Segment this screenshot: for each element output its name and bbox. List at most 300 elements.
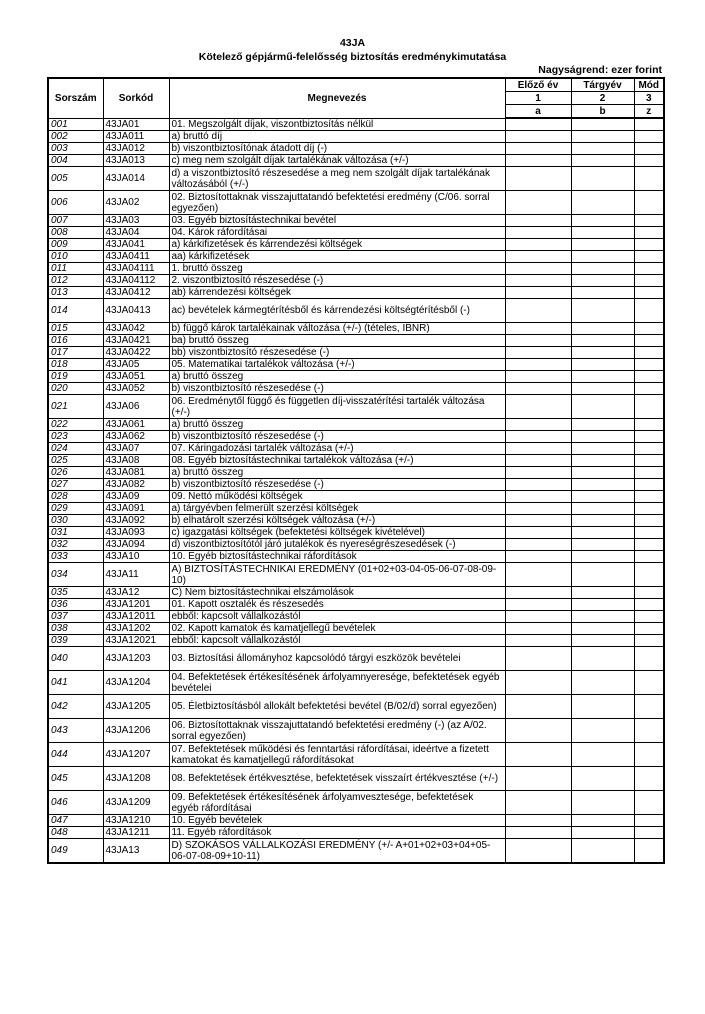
row-targyev-value[interactable]: [571, 299, 634, 323]
row-sorszam: 011: [48, 263, 103, 275]
row-targyev-value[interactable]: [571, 347, 634, 359]
row-targyev-value[interactable]: [571, 539, 634, 551]
row-sorkod: 43JA1209: [103, 791, 169, 815]
row-elozo-ev-value[interactable]: [505, 719, 571, 743]
row-sorszam: 013: [48, 287, 103, 299]
row-mod-value[interactable]: [634, 335, 664, 347]
row-targyev-value[interactable]: [571, 635, 634, 647]
row-sorkod: 43JA091: [103, 503, 169, 515]
row-mod-value[interactable]: [634, 118, 664, 131]
row-sorszam: 003: [48, 143, 103, 155]
row-elozo-ev-value[interactable]: [505, 155, 571, 167]
row-megnevezes: ab) kárrendezési költségek: [169, 287, 505, 299]
row-elozo-ev-value[interactable]: [505, 215, 571, 227]
table-row: [48, 767, 664, 791]
row-mod-value[interactable]: [634, 695, 664, 719]
table-row: [48, 467, 664, 479]
row-targyev-value[interactable]: [571, 263, 634, 275]
row-mod-value[interactable]: [634, 527, 664, 539]
row-elozo-ev-value[interactable]: [505, 335, 571, 347]
row-sorszam: 039: [48, 635, 103, 647]
row-targyev-value[interactable]: [571, 395, 634, 419]
row-sorkod: 43JA0412: [103, 287, 169, 299]
row-sorszam: 019: [48, 371, 103, 383]
row-sorkod: 43JA1208: [103, 767, 169, 791]
row-targyev-value[interactable]: [571, 623, 634, 635]
table-row: [48, 815, 664, 827]
row-megnevezes: 01. Megszolgált díjak, viszontbiztosítás nélkül: [169, 118, 505, 131]
row-sorszam: 010: [48, 251, 103, 263]
row-targyev-value[interactable]: [571, 335, 634, 347]
row-mod-value[interactable]: [634, 239, 664, 251]
row-elozo-ev-value[interactable]: [505, 815, 571, 827]
row-mod-value[interactable]: [634, 443, 664, 455]
col-num-3: 3: [634, 92, 664, 105]
row-sorszam: 022: [48, 419, 103, 431]
row-sorkod: 43JA041: [103, 239, 169, 251]
row-elozo-ev-value[interactable]: [505, 551, 571, 563]
table-row: [48, 503, 664, 515]
row-elozo-ev-value[interactable]: [505, 515, 571, 527]
table-row: [48, 491, 664, 503]
row-sorszam: 032: [48, 539, 103, 551]
row-sorkod: 43JA1207: [103, 743, 169, 767]
row-sorkod: 43JA1202: [103, 623, 169, 635]
table-row: [48, 131, 664, 143]
row-mod-value[interactable]: [634, 251, 664, 263]
row-sorkod: 43JA1204: [103, 671, 169, 695]
row-megnevezes: bb) viszontbiztosító részesedése (-): [169, 347, 505, 359]
col-sorkod: Sorkód: [103, 78, 169, 118]
row-mod-value[interactable]: [634, 419, 664, 431]
table-row: [48, 359, 664, 371]
row-megnevezes: 07. Káringadozási tartalék változása (+/-): [169, 443, 505, 455]
row-megnevezes: 06. Biztosítottaknak visszajuttatandó befektetési eredmény (-) (az A/02. sorral egyezően): [169, 719, 505, 743]
table-row: [48, 551, 664, 563]
row-sorkod: 43JA01: [103, 118, 169, 131]
col-num-1: 1: [505, 92, 571, 105]
row-mod-value[interactable]: [634, 359, 664, 371]
row-elozo-ev-value[interactable]: [505, 118, 571, 131]
row-mod-value[interactable]: [634, 299, 664, 323]
row-mod-value[interactable]: [634, 479, 664, 491]
row-targyev-value[interactable]: [571, 827, 634, 839]
table-body: [48, 118, 664, 863]
row-megnevezes: b) függő károk tartalékainak változása (+/-) (tételes, IBNR): [169, 323, 505, 335]
row-elozo-ev-value[interactable]: [505, 323, 571, 335]
row-sorkod: 43JA082: [103, 479, 169, 491]
row-sorkod: 43JA012: [103, 143, 169, 155]
row-targyev-value[interactable]: [571, 767, 634, 791]
row-mod-value[interactable]: [634, 395, 664, 419]
table-row: [48, 443, 664, 455]
row-elozo-ev-value[interactable]: [505, 839, 571, 864]
row-mod-value[interactable]: [634, 827, 664, 839]
row-sorszam: 030: [48, 515, 103, 527]
row-sorkod: 43JA08: [103, 455, 169, 467]
row-sorszam: 036: [48, 599, 103, 611]
row-targyev-value[interactable]: [571, 371, 634, 383]
row-sorkod: 43JA0413: [103, 299, 169, 323]
row-targyev-value[interactable]: [571, 455, 634, 467]
row-targyev-value[interactable]: [571, 227, 634, 239]
col-sorszam: Sorszám: [48, 78, 103, 118]
row-sorszam: 001: [48, 118, 103, 131]
row-sorkod: 43JA1210: [103, 815, 169, 827]
row-mod-value[interactable]: [634, 563, 664, 587]
row-targyev-value[interactable]: [571, 275, 634, 287]
row-elozo-ev-value[interactable]: [505, 431, 571, 443]
row-megnevezes: 09. Befektetések értékesítésének árfolyamvesztesége, befektetések egyéb ráfordításai: [169, 791, 505, 815]
row-sorkod: 43JA013: [103, 155, 169, 167]
row-elozo-ev-value[interactable]: [505, 251, 571, 263]
table-row: [48, 647, 664, 671]
row-mod-value[interactable]: [634, 515, 664, 527]
row-sorszam: 034: [48, 563, 103, 587]
row-elozo-ev-value[interactable]: [505, 671, 571, 695]
row-megnevezes: a) bruttó összeg: [169, 467, 505, 479]
row-mod-value[interactable]: [634, 491, 664, 503]
row-targyev-value[interactable]: [571, 443, 634, 455]
row-sorkod: 43JA10: [103, 551, 169, 563]
row-sorkod: 43JA09: [103, 491, 169, 503]
row-targyev-value[interactable]: [571, 215, 634, 227]
row-mod-value[interactable]: [634, 815, 664, 827]
row-mod-value[interactable]: [634, 143, 664, 155]
row-mod-value[interactable]: [634, 839, 664, 864]
row-sorszam: 006: [48, 191, 103, 215]
col-megnevezes: Megnevezés: [169, 78, 505, 118]
row-elozo-ev-value[interactable]: [505, 275, 571, 287]
row-targyev-value[interactable]: [571, 647, 634, 671]
row-megnevezes: 09. Nettó működési költségek: [169, 491, 505, 503]
row-elozo-ev-value[interactable]: [505, 491, 571, 503]
table-row: [48, 167, 664, 191]
row-mod-value[interactable]: [634, 227, 664, 239]
row-targyev-value[interactable]: [571, 563, 634, 587]
row-mod-value[interactable]: [634, 791, 664, 815]
row-elozo-ev-value[interactable]: [505, 827, 571, 839]
row-targyev-value[interactable]: [571, 323, 634, 335]
row-megnevezes: D) SZOKÁSOS VÁLLALKOZÁSI EREDMÉNY (+/- A+01+02+03+04+05-06-07-08-09+10-11): [169, 839, 505, 864]
row-sorkod: 43JA0421: [103, 335, 169, 347]
row-targyev-value[interactable]: [571, 491, 634, 503]
row-sorkod: 43JA042: [103, 323, 169, 335]
row-megnevezes: ebből: kapcsolt vállalkozástól: [169, 611, 505, 623]
row-mod-value[interactable]: [634, 599, 664, 611]
row-sorkod: 43JA1201: [103, 599, 169, 611]
row-targyev-value[interactable]: [571, 467, 634, 479]
row-sorkod: 43JA12: [103, 587, 169, 599]
row-elozo-ev-value[interactable]: [505, 443, 571, 455]
row-targyev-value[interactable]: [571, 167, 634, 191]
row-megnevezes: ac) bevételek kármegtérítésből és kárrendezési költségtérítésből (-): [169, 299, 505, 323]
row-mod-value[interactable]: [634, 287, 664, 299]
row-elozo-ev-value[interactable]: [505, 479, 571, 491]
row-elozo-ev-value[interactable]: [505, 467, 571, 479]
row-targyev-value[interactable]: [571, 503, 634, 515]
row-elozo-ev-value[interactable]: [505, 539, 571, 551]
row-targyev-value[interactable]: [571, 599, 634, 611]
form-title: Kötelező gépjármű-felelősség biztosítás eredménykimutatása: [198, 51, 507, 63]
row-sorkod: 43JA02: [103, 191, 169, 215]
row-megnevezes: 11. Egyéb ráfordítások: [169, 827, 505, 839]
row-targyev-value[interactable]: [571, 587, 634, 599]
table-row: [48, 539, 664, 551]
row-sorszam: 014: [48, 299, 103, 323]
row-megnevezes: c) meg nem szolgált díjak tartalékának változása (+/-): [169, 155, 505, 167]
row-sorkod: 43JA1205: [103, 695, 169, 719]
row-elozo-ev-value[interactable]: [505, 623, 571, 635]
row-megnevezes: 05. Matematikai tartalékok változása (+/-): [169, 359, 505, 371]
row-elozo-ev-value[interactable]: [505, 419, 571, 431]
table-row: [48, 791, 664, 815]
row-targyev-value[interactable]: [571, 791, 634, 815]
row-targyev-value[interactable]: [571, 155, 634, 167]
row-targyev-value[interactable]: [571, 431, 634, 443]
row-sorszam: 042: [48, 695, 103, 719]
row-elozo-ev-value[interactable]: [505, 455, 571, 467]
table-row: [48, 827, 664, 839]
row-sorkod: 43JA12021: [103, 635, 169, 647]
row-targyev-value[interactable]: [571, 743, 634, 767]
row-mod-value[interactable]: [634, 671, 664, 695]
row-mod-value[interactable]: [634, 635, 664, 647]
row-sorszam: 021: [48, 395, 103, 419]
row-elozo-ev-value[interactable]: [505, 767, 571, 791]
row-elozo-ev-value[interactable]: [505, 287, 571, 299]
table-row: [48, 299, 664, 323]
row-mod-value[interactable]: [634, 347, 664, 359]
col-num-2: 2: [571, 92, 634, 105]
row-sorszam: 009: [48, 239, 103, 251]
row-mod-value[interactable]: [634, 767, 664, 791]
row-elozo-ev-value[interactable]: [505, 239, 571, 251]
row-elozo-ev-value[interactable]: [505, 143, 571, 155]
row-mod-value[interactable]: [634, 167, 664, 191]
row-elozo-ev-value[interactable]: [505, 347, 571, 359]
row-targyev-value[interactable]: [571, 719, 634, 743]
table-row: [48, 587, 664, 599]
row-megnevezes: 04. Befektetések értékesítésének árfolyamnyeresége, befektetések egyéb bevételei: [169, 671, 505, 695]
row-megnevezes: a) bruttó összeg: [169, 419, 505, 431]
row-megnevezes: a) bruttó díj: [169, 131, 505, 143]
row-megnevezes: b) viszontbiztosító részesedése (-): [169, 383, 505, 395]
row-targyev-value[interactable]: [571, 671, 634, 695]
row-mod-value[interactable]: [634, 719, 664, 743]
row-megnevezes: ba) bruttó összeg: [169, 335, 505, 347]
row-mod-value[interactable]: [634, 551, 664, 563]
row-megnevezes: 1. bruttó összeg: [169, 263, 505, 275]
row-mod-value[interactable]: [634, 131, 664, 143]
table-row: [48, 287, 664, 299]
row-megnevezes: a) bruttó összeg: [169, 371, 505, 383]
row-targyev-value[interactable]: [571, 527, 634, 539]
row-sorszam: 018: [48, 359, 103, 371]
row-targyev-value[interactable]: [571, 131, 634, 143]
table-row: [48, 839, 664, 864]
row-sorszam: 038: [48, 623, 103, 635]
row-targyev-value[interactable]: [571, 143, 634, 155]
row-elozo-ev-value[interactable]: [505, 263, 571, 275]
row-sorszam: 037: [48, 611, 103, 623]
row-megnevezes: C) Nem biztosítástechnikai elszámolások: [169, 587, 505, 599]
row-targyev-value[interactable]: [571, 359, 634, 371]
row-elozo-ev-value[interactable]: [505, 191, 571, 215]
row-sorszam: 004: [48, 155, 103, 167]
row-megnevezes: 10. Egyéb biztosítástechnikai ráfordítások: [169, 551, 505, 563]
row-elozo-ev-value[interactable]: [505, 383, 571, 395]
table-row: [48, 371, 664, 383]
row-mod-value[interactable]: [634, 323, 664, 335]
table-row: [48, 611, 664, 623]
row-mod-value[interactable]: [634, 539, 664, 551]
row-sorkod: 43JA1206: [103, 719, 169, 743]
row-targyev-value[interactable]: [571, 839, 634, 864]
table-row: [48, 118, 664, 131]
row-sorszam: 016: [48, 335, 103, 347]
row-mod-value[interactable]: [634, 263, 664, 275]
row-elozo-ev-value[interactable]: [505, 599, 571, 611]
row-sorkod: 43JA011: [103, 131, 169, 143]
row-megnevezes: 2. viszontbiztosító részesedése (-): [169, 275, 505, 287]
table-row: [48, 215, 664, 227]
row-sorkod: 43JA052: [103, 383, 169, 395]
table-row: [48, 563, 664, 587]
row-sorszam: 028: [48, 491, 103, 503]
table-row: [48, 155, 664, 167]
col-letter-a: a: [505, 105, 571, 119]
row-targyev-value[interactable]: [571, 287, 634, 299]
row-mod-value[interactable]: [634, 191, 664, 215]
row-sorszam: 027: [48, 479, 103, 491]
row-sorszam: 007: [48, 215, 103, 227]
row-mod-value[interactable]: [634, 611, 664, 623]
row-elozo-ev-value[interactable]: [505, 563, 571, 587]
row-sorkod: 43JA062: [103, 431, 169, 443]
row-sorkod: 43JA014: [103, 167, 169, 191]
row-elozo-ev-value[interactable]: [505, 527, 571, 539]
row-mod-value[interactable]: [634, 623, 664, 635]
row-mod-value[interactable]: [634, 275, 664, 287]
row-mod-value[interactable]: [634, 155, 664, 167]
row-mod-value[interactable]: [634, 431, 664, 443]
col-targyev: Tárgyév: [571, 78, 634, 92]
row-megnevezes: 10. Egyéb bevételek: [169, 815, 505, 827]
row-elozo-ev-value[interactable]: [505, 695, 571, 719]
row-elozo-ev-value[interactable]: [505, 359, 571, 371]
report-table: [47, 77, 665, 864]
row-elozo-ev-value[interactable]: [505, 227, 571, 239]
row-sorkod: 43JA1211: [103, 827, 169, 839]
form-code: 43JA: [339, 37, 366, 49]
row-sorszam: 044: [48, 743, 103, 767]
row-sorszam: 029: [48, 503, 103, 515]
row-targyev-value[interactable]: [571, 239, 634, 251]
row-sorkod: 43JA1203: [103, 647, 169, 671]
row-sorkod: 43JA081: [103, 467, 169, 479]
row-sorkod: 43JA04: [103, 227, 169, 239]
row-elozo-ev-value[interactable]: [505, 635, 571, 647]
row-mod-value[interactable]: [634, 503, 664, 515]
row-sorszam: 035: [48, 587, 103, 599]
row-elozo-ev-value[interactable]: [505, 791, 571, 815]
row-targyev-value[interactable]: [571, 551, 634, 563]
table-row: [48, 347, 664, 359]
row-mod-value[interactable]: [634, 587, 664, 599]
row-megnevezes: a) tárgyévben felmerült szerzési költségek: [169, 503, 505, 515]
row-sorkod: 43JA093: [103, 527, 169, 539]
row-megnevezes: 01. Kapott osztalék és részesedés: [169, 599, 505, 611]
row-elozo-ev-value[interactable]: [505, 647, 571, 671]
row-megnevezes: A) BIZTOSÍTÁSTECHNIKAI EREDMÉNY (01+02+03-04-05-06-07-08-09-10): [169, 563, 505, 587]
row-elozo-ev-value[interactable]: [505, 743, 571, 767]
col-mod: Mód: [634, 78, 664, 92]
row-elozo-ev-value[interactable]: [505, 371, 571, 383]
row-targyev-value[interactable]: [571, 815, 634, 827]
row-mod-value[interactable]: [634, 743, 664, 767]
row-sorkod: 43JA03: [103, 215, 169, 227]
row-targyev-value[interactable]: [571, 695, 634, 719]
row-sorkod: 43JA061: [103, 419, 169, 431]
col-letter-z: z: [634, 105, 664, 119]
row-mod-value[interactable]: [634, 383, 664, 395]
row-mod-value[interactable]: [634, 467, 664, 479]
row-targyev-value[interactable]: [571, 611, 634, 623]
row-elozo-ev-value[interactable]: [505, 395, 571, 419]
table-row: [48, 455, 664, 467]
table-row: [48, 479, 664, 491]
row-targyev-value[interactable]: [571, 479, 634, 491]
row-targyev-value[interactable]: [571, 383, 634, 395]
row-sorkod: 43JA04111: [103, 263, 169, 275]
row-elozo-ev-value[interactable]: [505, 167, 571, 191]
row-sorkod: 43JA092: [103, 515, 169, 527]
row-megnevezes: 08. Befektetések értékvesztése, befektetések visszaírt értékvesztése (+/-): [169, 767, 505, 791]
row-megnevezes: b) elhatárolt szerzési költségek változása (+/-): [169, 515, 505, 527]
table-row: [48, 275, 664, 287]
row-megnevezes: c) igazgatási költségek (befektetési költségek kivételével): [169, 527, 505, 539]
table-row: [48, 671, 664, 695]
row-megnevezes: d) a viszontbiztosító részesedése a meg nem szolgált díjak tartalékának változásából (+/-): [169, 167, 505, 191]
row-sorszam: 040: [48, 647, 103, 671]
row-megnevezes: 03. Egyéb biztosítástechnikai bevétel: [169, 215, 505, 227]
row-elozo-ev-value[interactable]: [505, 587, 571, 599]
row-targyev-value[interactable]: [571, 515, 634, 527]
row-sorszam: 045: [48, 767, 103, 791]
row-targyev-value[interactable]: [571, 118, 634, 131]
row-elozo-ev-value[interactable]: [505, 299, 571, 323]
row-sorszam: 012: [48, 275, 103, 287]
row-sorszam: 026: [48, 467, 103, 479]
row-mod-value[interactable]: [634, 455, 664, 467]
row-mod-value[interactable]: [634, 215, 664, 227]
table-header: [48, 78, 664, 118]
row-elozo-ev-value[interactable]: [505, 611, 571, 623]
row-megnevezes: 05. Életbiztosításból allokált befektetési bevétel (B/02/d) sorral egyezően): [169, 695, 505, 719]
row-sorkod: 43JA05: [103, 359, 169, 371]
row-elozo-ev-value[interactable]: [505, 131, 571, 143]
row-megnevezes: aa) kárkifizetések: [169, 251, 505, 263]
row-megnevezes: b) viszontbiztosító részesedése (-): [169, 479, 505, 491]
row-targyev-value[interactable]: [571, 251, 634, 263]
row-targyev-value[interactable]: [571, 191, 634, 215]
row-mod-value[interactable]: [634, 371, 664, 383]
row-mod-value[interactable]: [634, 647, 664, 671]
row-sorszam: 041: [48, 671, 103, 695]
row-targyev-value[interactable]: [571, 419, 634, 431]
row-elozo-ev-value[interactable]: [505, 503, 571, 515]
